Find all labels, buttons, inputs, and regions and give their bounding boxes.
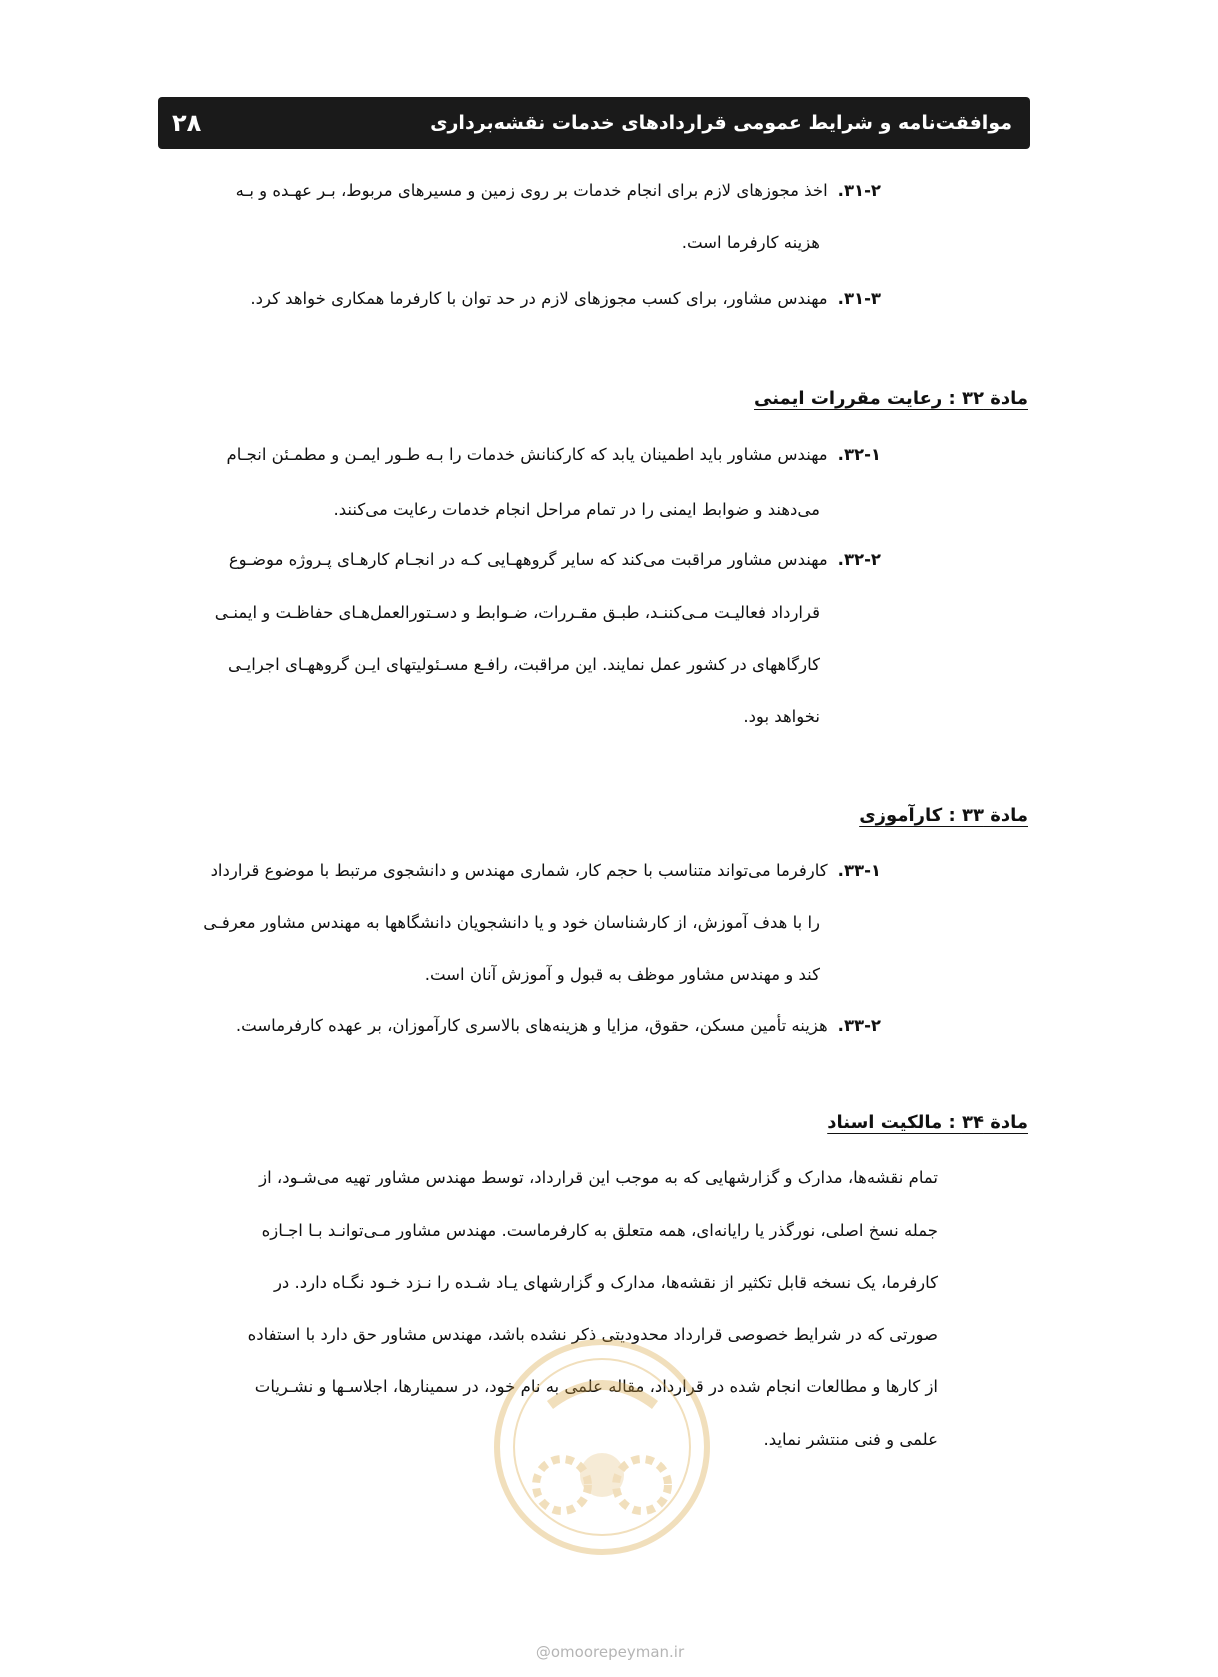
ownership-paragraph-line-2: جمله نسخ اصلی، نورگذر یا رایانه‌ای، همه متعلق به کارفرماست. مهندس مشاور مـی‌توانـد بـا اجـازه	[261, 1221, 938, 1240]
item-32-2-line-1: ۳۲-۲.مهندس مشاور مراقبت می‌کند که سایر گروههـایی کـه در انجـام کارهـای پـروژه موضـوع	[228, 550, 881, 569]
ownership-paragraph-line-5: از کارها و مطالعات انجام شده در قرارداد، مقاله علمی به نام خود، در سمینارها، اجلاسـها و نشـریات	[254, 1377, 938, 1396]
ownership-paragraph-line-1: تمام نقشه‌ها، مدارک و گزارشهایی که به موجب این قرارداد، توسط مهندس مشاور تهیه می‌شـود، از	[259, 1168, 938, 1187]
ownership-paragraph-line-4: صورتی که در شرایط خصوصی قرارداد محدودیتی ذکر نشده باشد، مهندس مشاور حق دارد با استفاده	[247, 1325, 938, 1344]
item-number: ۳۲-۲.	[837, 550, 881, 569]
ownership-paragraph-line-3: کارفرما، یک نسخه قابل تکثیر از نقشه‌ها، مدارک و گزارشهای یـاد شـده را نـزد خـود نگـاه دارد. در	[273, 1273, 938, 1292]
seal-emblem-icon	[490, 1335, 715, 1560]
page-number: ۲۸	[172, 109, 202, 137]
item-31-3-line-1: ۳۱-۳.مهندس مشاور، برای کسب مجوزهای لازم در حد توان با کارفرما همکاری خواهد کرد.	[250, 289, 881, 308]
item-32-1-line-1: ۳۲-۱.مهندس مشاور باید اطمینان یابد که کارکنانش خدمات را بـه طـور ایمـن و مطمـئن انجـام	[226, 445, 881, 464]
header-title: موافقت‌نامه و شرایط عمومی قراردادهای خدمات نقشه‌برداری	[430, 112, 1012, 134]
section-33-heading: مادة ۳۳ : کارآموزی	[859, 805, 1028, 826]
item-number: ۳۳-۱.	[837, 861, 881, 880]
item-31-2-line-1: ۳۱-۲.اخذ مجوزهای لازم برای انجام خدمات بر روی زمین و مسیرهای مربوط، بـر عهـده و بـه	[235, 181, 881, 200]
item-32-1-line-2: می‌دهند و ضوابط ایمنی را در تمام مراحل انجام خدمات رعایت می‌کنند.	[333, 500, 820, 519]
item-31-2-line-2: هزینه کارفرما است.	[681, 233, 820, 252]
item-number: ۳۱-۲.	[837, 181, 881, 200]
item-33-1-line-2: را با هدف آموزش، از کارشناسان خود و یا دانشجویان دانشگاهها به مهندس مشاور معرفـی	[203, 913, 820, 932]
item-number: ۳۳-۲.	[837, 1016, 881, 1035]
item-32-2-line-2: قرارداد فعالیـت مـی‌کننـد، طبـق مقـررات، ضـوابط و دسـتورالعمل‌هـای حفاظـت و ایمنـی	[214, 603, 820, 622]
item-number: ۳۲-۱.	[837, 445, 881, 464]
page-header	[158, 97, 1030, 149]
item-33-1-line-1: ۳۳-۱.کارفرما می‌تواند متناسب با حجم کار، شماری مهندس و دانشجوی مرتبط با موضوع قرارداد	[210, 861, 881, 880]
item-number: ۳۱-۳.	[837, 289, 881, 308]
item-33-2-line-1: ۳۳-۲.هزینه تأمین مسکن، حقوق، مزایا و هزینه‌های بالاسری کارآموزان، بر عهده کارفرماست.	[235, 1016, 881, 1035]
section-32-heading: مادة ۳۲ : رعایت مقررات ایمنی	[754, 388, 1028, 409]
item-33-1-line-3: کند و مهندس مشاور موظف به قبول و آموزش آنان است.	[424, 965, 820, 984]
section-34-heading: مادة ۳۴ : مالکیت اسناد	[827, 1112, 1028, 1133]
item-32-2-line-3: کارگاههای در کشور عمل نمایند. این مراقبت، رافـع مسـئولیتهای ایـن گروههـای اجرایـی	[228, 655, 820, 674]
footer-url: @omoorepeyman.ir	[535, 1643, 685, 1661]
item-32-2-line-4: نخواهد بود.	[743, 707, 820, 726]
ownership-paragraph-line-6: علمی و فنی منتشر نماید.	[763, 1430, 938, 1449]
